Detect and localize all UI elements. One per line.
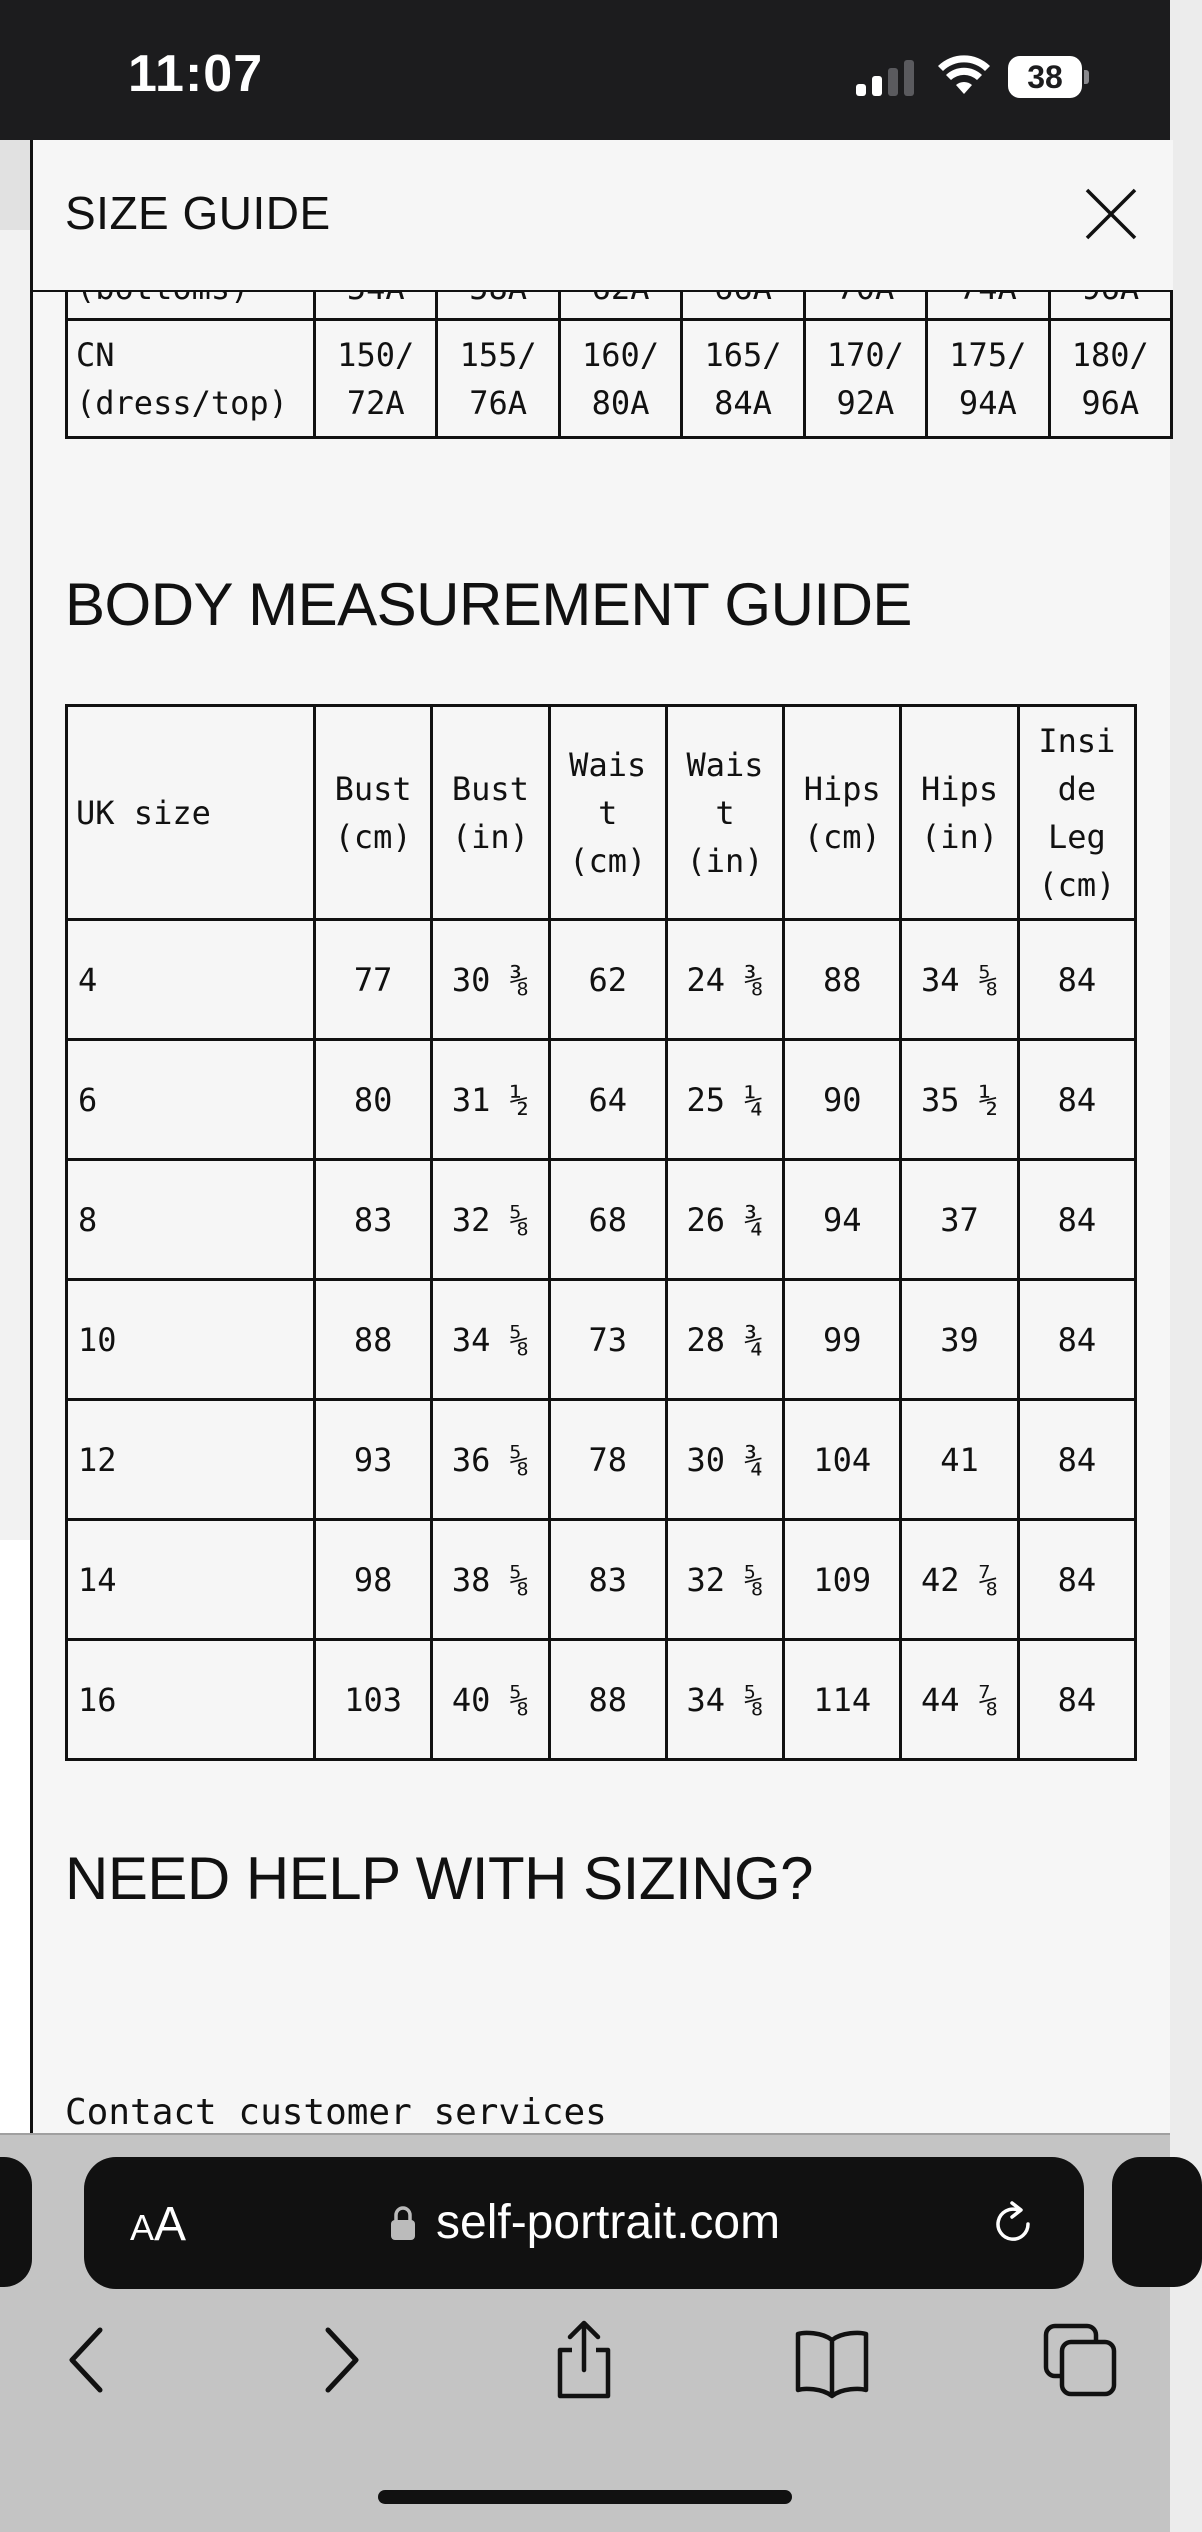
table-cell bbox=[682, 320, 804, 438]
status-time: 11:07 bbox=[128, 45, 264, 103]
table-cell-line: 150/ bbox=[337, 335, 415, 374]
uk-size-cell: 8 bbox=[67, 1160, 315, 1280]
forward-icon[interactable] bbox=[300, 2320, 380, 2400]
battery-level: 38 bbox=[1008, 56, 1082, 98]
table-cell: 94 bbox=[784, 1160, 901, 1280]
table-cell: 88 bbox=[549, 1640, 666, 1760]
table-cell bbox=[927, 320, 1049, 438]
contact-customer-services-link[interactable]: Contact customer services bbox=[65, 2092, 607, 2144]
table-cell: 104 bbox=[784, 1400, 901, 1520]
table-cell-line: 96A bbox=[1081, 383, 1140, 422]
back-icon[interactable] bbox=[48, 2320, 128, 2400]
uk-size-cell: 16 bbox=[67, 1640, 315, 1760]
table-cell: 83 bbox=[315, 1160, 432, 1280]
table-cell-line: 84A bbox=[714, 383, 772, 422]
column-header-line: t bbox=[715, 793, 735, 832]
table-cell: 26 ¾ bbox=[666, 1160, 783, 1280]
uk-size-cell: 6 bbox=[67, 1040, 315, 1160]
wifi-icon bbox=[938, 56, 990, 96]
table-cell: 78 bbox=[549, 1400, 666, 1520]
column-header-line: t bbox=[598, 793, 618, 832]
row-label bbox=[67, 320, 315, 438]
table-cell: 40 ⅝ bbox=[432, 1640, 549, 1760]
table-header-row bbox=[67, 706, 1136, 920]
home-indicator bbox=[378, 2490, 792, 2504]
table-row bbox=[67, 920, 1136, 1040]
table-cell: 103 bbox=[315, 1640, 432, 1760]
table-cell: 88 bbox=[784, 920, 901, 1040]
text-size-button[interactable]: AA bbox=[130, 2198, 187, 2251]
table-row bbox=[67, 1520, 1136, 1640]
table-cell: 62 bbox=[549, 920, 666, 1040]
table-cell: 84 bbox=[1018, 1640, 1135, 1760]
table-cell: 84 bbox=[1018, 1280, 1135, 1400]
uk-size-cell: 4 bbox=[67, 920, 315, 1040]
table-cell: 73 bbox=[549, 1280, 666, 1400]
column-header-line: Hips bbox=[803, 769, 881, 808]
table-cell: 114 bbox=[784, 1640, 901, 1760]
table-cell: 84 bbox=[1018, 1400, 1135, 1520]
table-row bbox=[67, 1160, 1136, 1280]
table-row bbox=[67, 320, 1172, 438]
table-cell: 36 ⅝ bbox=[432, 1400, 549, 1520]
column-header bbox=[315, 706, 432, 920]
modal-content[interactable] bbox=[33, 292, 1173, 2133]
table-cell: 34 ⅝ bbox=[666, 1640, 783, 1760]
body-measurement-table bbox=[65, 704, 1137, 1761]
table-cell bbox=[315, 320, 437, 438]
column-header-line: de bbox=[1057, 769, 1097, 808]
table-cell bbox=[804, 320, 926, 438]
table-cell: 68 bbox=[549, 1160, 666, 1280]
column-header-line: (cm) bbox=[1038, 865, 1116, 904]
table-row bbox=[67, 1280, 1136, 1400]
uk-size-cell: 12 bbox=[67, 1400, 315, 1520]
table-cell: 35 ½ bbox=[901, 1040, 1018, 1160]
column-header bbox=[432, 706, 549, 920]
column-header bbox=[901, 706, 1018, 920]
column-header-line: UK size bbox=[76, 793, 211, 832]
table-cell: 30 ⅜ bbox=[432, 920, 549, 1040]
table-cell-line: 155/ bbox=[459, 335, 537, 374]
table-cell: 30 ¾ bbox=[666, 1400, 783, 1520]
table-cell: 32 ⅝ bbox=[666, 1520, 783, 1640]
column-header-line: (in) bbox=[451, 817, 529, 856]
table-cell: 84 bbox=[1018, 920, 1135, 1040]
table-cell: 88 bbox=[315, 1280, 432, 1400]
table-cell: 24 ⅜ bbox=[666, 920, 783, 1040]
lock-icon bbox=[390, 2205, 416, 2241]
column-header-line: (in) bbox=[686, 841, 764, 880]
table-cell bbox=[437, 320, 559, 438]
column-header-line: (cm) bbox=[569, 841, 647, 880]
column-header-line: Leg bbox=[1047, 817, 1106, 856]
uk-size-cell: 10 bbox=[67, 1280, 315, 1400]
table-cell: 44 ⅞ bbox=[901, 1640, 1018, 1760]
table-cell: 99 bbox=[784, 1280, 901, 1400]
url-text: self-portrait.com bbox=[436, 2196, 781, 2249]
table-cell-line: 160/ bbox=[582, 335, 660, 374]
body-guide-title: BODY MEASUREMENT GUIDE bbox=[65, 571, 912, 638]
column-header-line: (cm) bbox=[334, 817, 412, 856]
column-header bbox=[784, 706, 901, 920]
column-header-line: (in) bbox=[921, 817, 999, 856]
battery-icon bbox=[1008, 56, 1088, 98]
table-cell-line: 175/ bbox=[949, 335, 1027, 374]
table-cell: 38 ⅝ bbox=[432, 1520, 549, 1640]
table-cell: 77 bbox=[315, 920, 432, 1040]
size-guide-modal bbox=[30, 140, 1170, 2133]
bookmarks-icon[interactable] bbox=[792, 2320, 872, 2400]
table-cell-line: 92A bbox=[836, 383, 895, 422]
table-cell-line: 94A bbox=[958, 383, 1017, 422]
table-cell: 28 ¾ bbox=[666, 1280, 783, 1400]
table-cell: 84 bbox=[1018, 1520, 1135, 1640]
table-cell-line: 165/ bbox=[704, 335, 782, 374]
column-header-line: Bust bbox=[451, 769, 529, 808]
column-header-line: Insi bbox=[1038, 721, 1116, 760]
table-row bbox=[67, 1040, 1136, 1160]
status-bar bbox=[0, 0, 1170, 140]
column-header-line: (cm) bbox=[803, 817, 881, 856]
table-cell: 34 ⅝ bbox=[432, 1280, 549, 1400]
background-page-block bbox=[0, 140, 32, 230]
next-tab-pill[interactable] bbox=[1112, 2157, 1202, 2287]
help-title: NEED HELP WITH SIZING? bbox=[65, 1845, 814, 1912]
table-cell: 34 ⅝ bbox=[901, 920, 1018, 1040]
row-label-line: CN bbox=[76, 335, 115, 374]
table-cell: 32 ⅝ bbox=[432, 1160, 549, 1280]
table-cell-line: 180/ bbox=[1071, 335, 1149, 374]
table-cell: 84 bbox=[1018, 1040, 1135, 1160]
table-cell: 42 ⅞ bbox=[901, 1520, 1018, 1640]
tabs-icon[interactable] bbox=[1040, 2320, 1120, 2400]
address-bar[interactable] bbox=[84, 2157, 1084, 2289]
modal-header bbox=[33, 140, 1173, 292]
previous-tab-pill[interactable] bbox=[0, 2157, 32, 2287]
table-cell: 109 bbox=[784, 1520, 901, 1640]
background-page-block bbox=[0, 1540, 32, 2140]
table-cell: 64 bbox=[549, 1040, 666, 1160]
table-row bbox=[67, 1640, 1136, 1760]
table-cell bbox=[1049, 320, 1171, 438]
table-cell: 93 bbox=[315, 1400, 432, 1520]
column-header-line: Hips bbox=[921, 769, 999, 808]
table-cell-line: 76A bbox=[469, 383, 528, 422]
table-cell: 31 ½ bbox=[432, 1040, 549, 1160]
share-icon[interactable] bbox=[544, 2320, 624, 2400]
column-header bbox=[549, 706, 666, 920]
table-cell bbox=[559, 320, 681, 438]
table-row bbox=[67, 1400, 1136, 1520]
table-cell: 41 bbox=[901, 1400, 1018, 1520]
reload-icon[interactable] bbox=[988, 2199, 1038, 2249]
column-header-line: Wais bbox=[569, 745, 647, 784]
table-cell: 37 bbox=[901, 1160, 1018, 1280]
table-cell: 90 bbox=[784, 1040, 901, 1160]
table-cell: 25 ¼ bbox=[666, 1040, 783, 1160]
table-cell: 83 bbox=[549, 1520, 666, 1640]
signal-icon bbox=[856, 60, 916, 96]
table-cell: 98 bbox=[315, 1520, 432, 1640]
modal-title: SIZE GUIDE bbox=[65, 187, 331, 239]
column-header bbox=[666, 706, 783, 920]
table-cell-line: 170/ bbox=[826, 335, 904, 374]
table-cell-line: 80A bbox=[591, 383, 650, 422]
table-cell-line: 72A bbox=[346, 383, 405, 422]
row-label-line: (dress/top) bbox=[76, 383, 288, 422]
column-header bbox=[1018, 706, 1135, 920]
uk-size-cell: 14 bbox=[67, 1520, 315, 1640]
table-cell: 84 bbox=[1018, 1160, 1135, 1280]
close-icon[interactable] bbox=[1083, 186, 1139, 242]
column-header-line: Wais bbox=[686, 745, 764, 784]
table-cell: 80 bbox=[315, 1040, 432, 1160]
table-cell: 39 bbox=[901, 1280, 1018, 1400]
column-header-line: Bust bbox=[334, 769, 412, 808]
column-header bbox=[67, 706, 315, 920]
